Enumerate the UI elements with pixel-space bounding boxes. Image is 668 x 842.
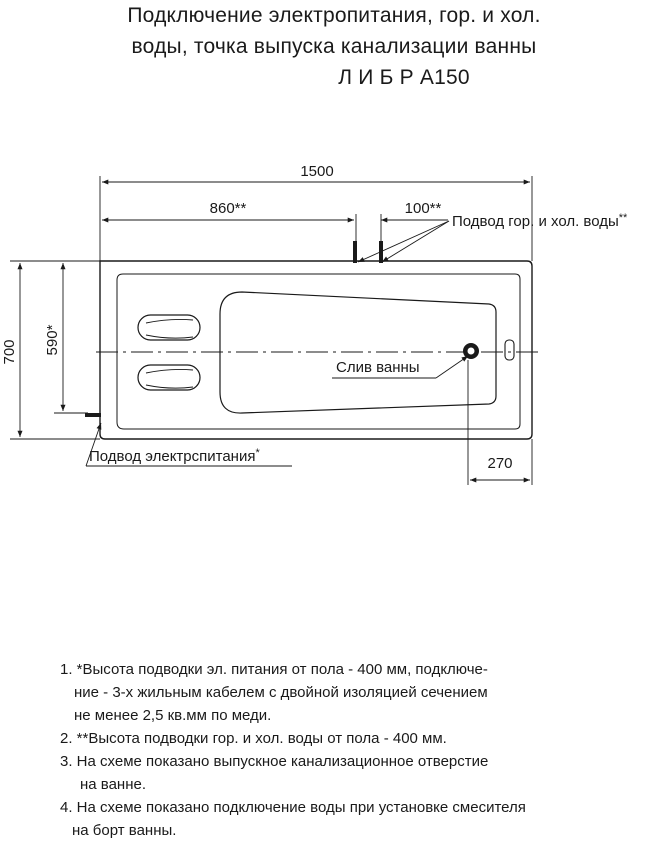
title-line-1: Подключение электропитания, гор. и хол. — [127, 4, 541, 27]
title-line-2: воды, точка выпуска канализации ванны — [131, 35, 537, 58]
dim-label-270: 270 — [487, 455, 513, 472]
water-supply-label: Подвод гор. и хол. воды** — [452, 212, 628, 230]
notes-list — [60, 658, 660, 842]
grip-upper — [138, 315, 200, 340]
note-4-line-1: 4. На схеме показано подключение воды при установке смесителя — [60, 799, 526, 816]
bathtub-basin — [220, 292, 496, 413]
dim-label-860: 860** — [209, 200, 247, 217]
water-inlet-icons — [353, 241, 383, 263]
note-4-line-2: на борт ванны. — [72, 822, 177, 839]
note-1-line-1: 1. *Высота подводки эл. питания от пола - 400 мм, подключе- — [60, 661, 488, 678]
dim-label-1500: 1500 — [300, 163, 334, 180]
note-1-line-3: не менее 2,5 кв.мм по меди. — [74, 707, 272, 724]
power-supply-label: Подвод электрспитания* — [89, 447, 260, 465]
drain-label: Слив ванны — [336, 359, 420, 376]
grip-lower — [138, 365, 200, 390]
note-2: 2. **Высота подводки гор. и хол. воды от пола - 400 мм. — [60, 730, 447, 747]
dim-label-700: 700 — [1, 339, 18, 365]
note-3-line-1: 3. На схеме показано выпускное канализационное отверстие — [60, 753, 489, 770]
power-inlet-icon — [85, 413, 101, 417]
bathtub-inner-rim — [117, 274, 520, 429]
note-3-line-2: на ванне. — [80, 776, 147, 793]
dim-label-590: 590* — [44, 324, 61, 356]
note-1-line-2: ние - 3-х жильным кабелем с двойной изоляцией сечением — [74, 684, 488, 701]
drain-icon — [463, 343, 479, 359]
title-line-3: Л И Б Р А150 — [338, 66, 470, 89]
overflow-icon — [505, 340, 514, 360]
dim-label-100: 100** — [404, 200, 442, 217]
hot-water-inlet — [353, 241, 357, 263]
headrest-grips — [138, 315, 200, 390]
